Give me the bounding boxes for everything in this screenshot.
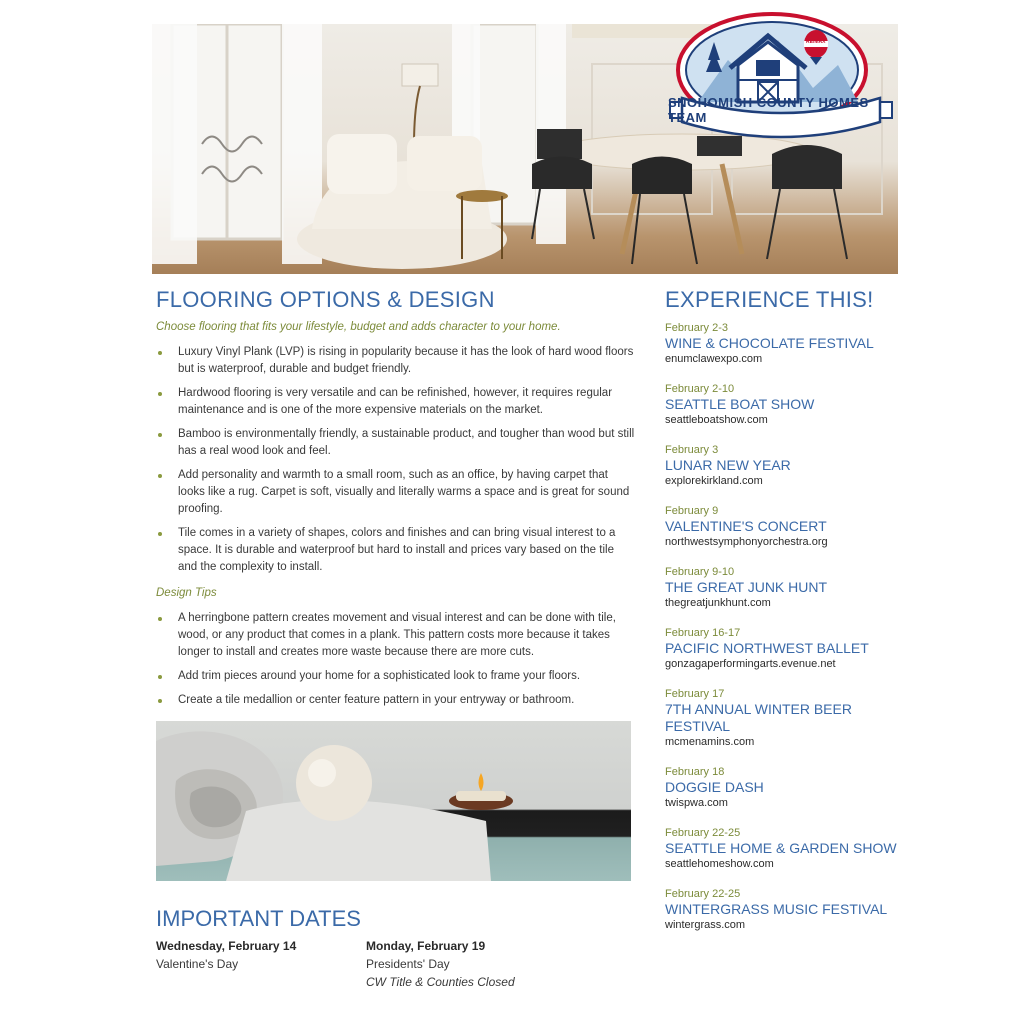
- event-link[interactable]: twispwa.com: [665, 797, 728, 809]
- experience-heading: EXPERIENCE THIS!: [665, 287, 874, 312]
- snohomish-logo: [668, 10, 894, 140]
- event-item: [665, 382, 905, 428]
- event-title: PACIFIC NORTHWEST BALLET: [665, 640, 869, 656]
- important-date-name: Valentine's Day: [156, 957, 239, 971]
- list-item: A herringbone pattern creates movement and visual interest and can be done with tile, wood, or any product that comes in a plank. This pattern costs more because it takes longer to install and creates more waste because there are more cuts.: [156, 610, 636, 661]
- event-date: February 9-10: [665, 566, 735, 578]
- spa-towel-photo: [156, 721, 631, 881]
- event-title: 7TH ANNUAL WINTER BEER FESTIVAL: [665, 701, 852, 734]
- event-title: THE GREAT JUNK HUNT: [665, 579, 828, 595]
- event-item: [665, 687, 905, 750]
- list-item: Add personality and warmth to a small room, such as an office, by having carpet that looks like a rug. Carpet is soft, visually and literally warms a space and is great for sound proofing.: [156, 467, 636, 518]
- event-link[interactable]: thegreatjunkhunt.com: [665, 597, 771, 609]
- events-list: [665, 321, 905, 948]
- list-item: Create a tile medallion or center feature pattern in your entryway or bathroom.: [156, 692, 636, 709]
- event-item: [665, 626, 905, 672]
- important-date: Wednesday, February 14: [156, 939, 297, 953]
- event-item: [665, 321, 905, 367]
- event-date: February 3: [665, 444, 719, 456]
- event-title: WINTERGRASS MUSIC FESTIVAL: [665, 901, 888, 917]
- event-date: February 22-25: [665, 888, 741, 900]
- event-item: [665, 504, 905, 550]
- design-tips-heading: Design Tips: [156, 587, 217, 599]
- event-item: [665, 887, 905, 933]
- design-tips-list: [156, 610, 636, 716]
- event-link[interactable]: gonzagaperformingarts.evenue.net: [665, 658, 836, 670]
- list-item: Add trim pieces around your home for a sophisticated look to frame your floors.: [156, 668, 636, 685]
- event-date: February 22-25: [665, 827, 741, 839]
- spa-illustration: [156, 721, 631, 881]
- event-title: WINE & CHOCOLATE FESTIVAL: [665, 335, 874, 351]
- important-date-entry: [366, 937, 515, 991]
- list-item: Hardwood flooring is very versatile and can be refinished, however, it requires regular maintenance and is one of the more expensive materials on the market.: [156, 385, 636, 419]
- event-link[interactable]: wintergrass.com: [665, 919, 746, 931]
- flooring-subtitle: Choose flooring that fits your lifestyle, budget and adds character to your home.: [156, 321, 561, 333]
- important-date: Monday, February 19: [366, 939, 486, 953]
- event-date: February 17: [665, 688, 725, 700]
- event-title: LUNAR NEW YEAR: [665, 457, 791, 473]
- event-link[interactable]: seattleboatshow.com: [665, 414, 768, 426]
- event-date: February 2-10: [665, 383, 735, 395]
- list-item: Luxury Vinyl Plank (LVP) is rising in popularity because it has the look of hard wood floors but is waterproof, durable and budget friendly.: [156, 344, 636, 378]
- remax-badge-text: RE/MAX: [806, 39, 826, 45]
- important-dates-heading: IMPORTANT DATES: [156, 906, 361, 931]
- event-title: VALENTINE'S CONCERT: [665, 518, 827, 534]
- event-item: [665, 765, 905, 811]
- important-date-note: CW Title & Counties Closed: [366, 975, 515, 989]
- event-link[interactable]: mcmenamins.com: [665, 736, 755, 748]
- event-date: February 16-17: [665, 627, 741, 639]
- event-title: SEATTLE BOAT SHOW: [665, 396, 815, 412]
- event-date: February 2-3: [665, 322, 728, 334]
- list-item: Bamboo is environmentally friendly, a sustainable product, and tougher than wood but still has a real wood look and feel.: [156, 426, 636, 460]
- event-title: SEATTLE HOME & GARDEN SHOW: [665, 840, 897, 856]
- event-item: [665, 826, 905, 872]
- event-link[interactable]: northwestsymphonyorchestra.org: [665, 536, 828, 548]
- event-date: February 9: [665, 505, 719, 517]
- important-date-name: Presidents' Day: [366, 957, 450, 971]
- event-title: DOGGIE DASH: [665, 779, 764, 795]
- flooring-heading: FLOORING OPTIONS & DESIGN: [156, 287, 495, 312]
- event-item: [665, 443, 905, 489]
- flooring-bullet-list: [156, 344, 636, 583]
- important-date-entry: [156, 937, 296, 973]
- event-date: February 18: [665, 766, 725, 778]
- logo-text: SNOHOMISH COUNTY HOMES TEAM: [668, 95, 869, 125]
- event-link[interactable]: explorekirkland.com: [665, 475, 763, 487]
- event-link[interactable]: enumclawexpo.com: [665, 353, 763, 365]
- event-item: [665, 565, 905, 611]
- event-link[interactable]: seattlehomeshow.com: [665, 858, 774, 870]
- list-item: Tile comes in a variety of shapes, colors and finishes and can bring visual interest to a space. It is durable and waterproof but hard to install and prices vary based on the tile and the complexity to install.: [156, 525, 636, 576]
